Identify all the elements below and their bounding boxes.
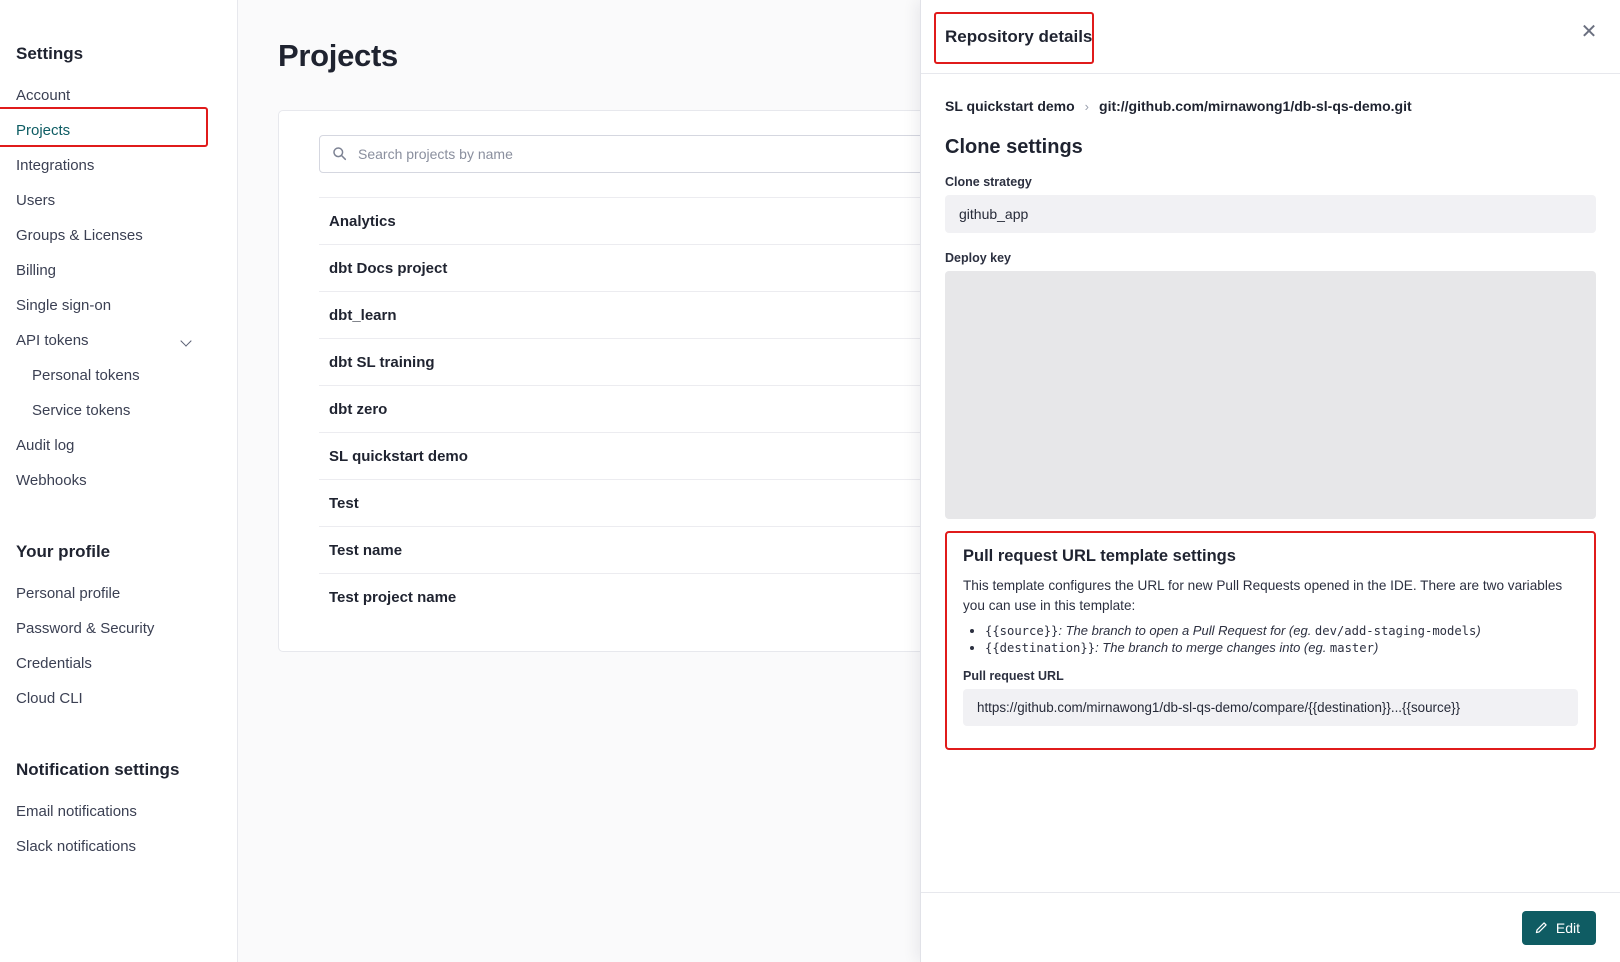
project-name: dbt_learn	[329, 306, 397, 324]
variable-example-source: dev/add-staging-models	[1314, 624, 1477, 639]
project-name: Test name	[329, 541, 403, 559]
drawer-footer	[921, 892, 1620, 962]
variable-token-source: {{source}}	[985, 624, 1059, 639]
deploy-key-label: Deploy key	[945, 251, 1012, 265]
sidebar-item-account[interactable]	[0, 78, 237, 113]
sidebar-item-slack-notifications[interactable]	[0, 829, 237, 864]
pencil-icon	[1534, 921, 1548, 935]
sidebar-item-audit-log[interactable]	[0, 428, 237, 463]
drawer-title: Repository details	[945, 26, 1093, 46]
page-title: Projects	[278, 38, 398, 73]
drawer-header	[921, 0, 1620, 74]
variable-token-destination: {{destination}}	[985, 641, 1096, 656]
sidebar-item-email-notifications[interactable]	[0, 794, 237, 829]
pull-request-url-value: https://github.com/mirnawong1/db-sl-qs-demo/compare/{{destination}}...{{source}}	[963, 689, 1578, 726]
sidebar-item-label: Groups & Licenses	[16, 227, 143, 244]
sidebar-item-service-tokens[interactable]	[0, 393, 237, 428]
sidebar-item-projects[interactable]	[0, 113, 237, 148]
search-icon	[332, 146, 347, 161]
sidebar-item-label: Service tokens	[32, 402, 131, 419]
project-name: SL quickstart demo	[329, 447, 468, 465]
sidebar-item-label: Email notifications	[16, 803, 137, 820]
chevron-down-icon	[181, 335, 193, 347]
sidebar-item-label: Slack notifications	[16, 838, 137, 855]
pull-request-variable-source	[985, 623, 1578, 638]
pull-request-variable-destination	[985, 640, 1578, 655]
sidebar-item-label: Single sign-on	[16, 297, 112, 314]
sidebar-item-label: Personal profile	[16, 585, 121, 602]
sidebar-item-label: Account	[16, 87, 71, 104]
sidebar-item-label: API tokens	[16, 332, 89, 349]
sidebar-item-label: Projects	[16, 122, 71, 139]
sidebar-notification-title: Notification settings	[16, 760, 180, 779]
variable-close-source: )	[1476, 623, 1481, 639]
close-icon[interactable]: ✕	[1580, 21, 1598, 43]
project-name: dbt Docs project	[329, 259, 448, 277]
sidebar-item-groups-licenses[interactable]	[0, 218, 237, 253]
search-projects-wrapper	[319, 135, 941, 173]
sidebar-item-label: Personal tokens	[32, 367, 140, 384]
sidebar-item-label: Credentials	[16, 655, 92, 672]
sidebar-item-users[interactable]	[0, 183, 237, 218]
settings-sidebar	[0, 0, 238, 962]
sidebar-item-api-tokens[interactable]	[0, 323, 237, 358]
project-name: Analytics	[329, 212, 396, 230]
pull-request-variables-list	[963, 623, 1578, 655]
variable-text-destination: : The branch to merge changes into (eg.	[1095, 640, 1330, 656]
clone-strategy-value: github_app	[945, 195, 1596, 233]
project-name: dbt SL training	[329, 353, 435, 371]
sidebar-item-single-sign-on[interactable]	[0, 288, 237, 323]
sidebar-item-webhooks[interactable]	[0, 463, 237, 498]
sidebar-item-label: Password & Security	[16, 620, 155, 637]
sidebar-item-credentials[interactable]	[0, 646, 237, 681]
edit-button-label: Edit	[1555, 919, 1580, 936]
drawer-body	[921, 74, 1620, 892]
sidebar-profile-title: Your profile	[16, 542, 111, 561]
sidebar-item-label: Users	[16, 192, 56, 209]
sidebar-settings-title: Settings	[16, 44, 84, 63]
sidebar-item-label: Audit log	[16, 437, 75, 454]
sidebar-item-label: Integrations	[16, 157, 95, 174]
breadcrumb-project[interactable]: SL quickstart demo	[945, 98, 1075, 114]
variable-text-source: : The branch to open a Pull Request for (eg.	[1058, 623, 1315, 639]
pull-request-heading: Pull request URL template settings	[963, 547, 1236, 565]
project-name: Test	[329, 494, 359, 512]
edit-button[interactable]	[1522, 911, 1596, 945]
project-name: Test project name	[329, 589, 457, 606]
variable-close-destination: )	[1373, 640, 1379, 656]
breadcrumb-repo: git://github.com/mirnawong1/db-sl-qs-demo.git	[1099, 98, 1412, 114]
project-name: dbt zero	[329, 400, 388, 418]
sidebar-item-label: Webhooks	[16, 472, 87, 489]
sidebar-item-password-security[interactable]	[0, 611, 237, 646]
breadcrumb-separator-icon: ›	[1084, 98, 1090, 114]
sidebar-item-billing[interactable]	[0, 253, 237, 288]
sidebar-item-personal-profile[interactable]	[0, 576, 237, 611]
deploy-key-value	[945, 271, 1596, 519]
breadcrumb	[945, 98, 1596, 114]
sidebar-item-cloud-cli[interactable]	[0, 681, 237, 716]
sidebar-item-label: Cloud CLI	[16, 690, 83, 707]
variable-example-destination: master	[1329, 641, 1374, 656]
clone-strategy-label: Clone strategy	[945, 175, 1032, 189]
pull-request-description: This template configures the URL for new Pull Requests opened in the IDE. There are two variables you can use in this template:	[963, 578, 1563, 613]
pull-request-url-label: Pull request URL	[963, 669, 1064, 684]
pull-request-url-template-section	[945, 531, 1596, 750]
clone-settings-heading: Clone settings	[945, 136, 1083, 158]
sidebar-item-label: Billing	[16, 262, 57, 279]
sidebar-item-personal-tokens[interactable]	[0, 358, 237, 393]
sidebar-item-integrations[interactable]	[0, 148, 237, 183]
search-input[interactable]	[319, 135, 941, 173]
repository-details-drawer	[920, 0, 1620, 962]
